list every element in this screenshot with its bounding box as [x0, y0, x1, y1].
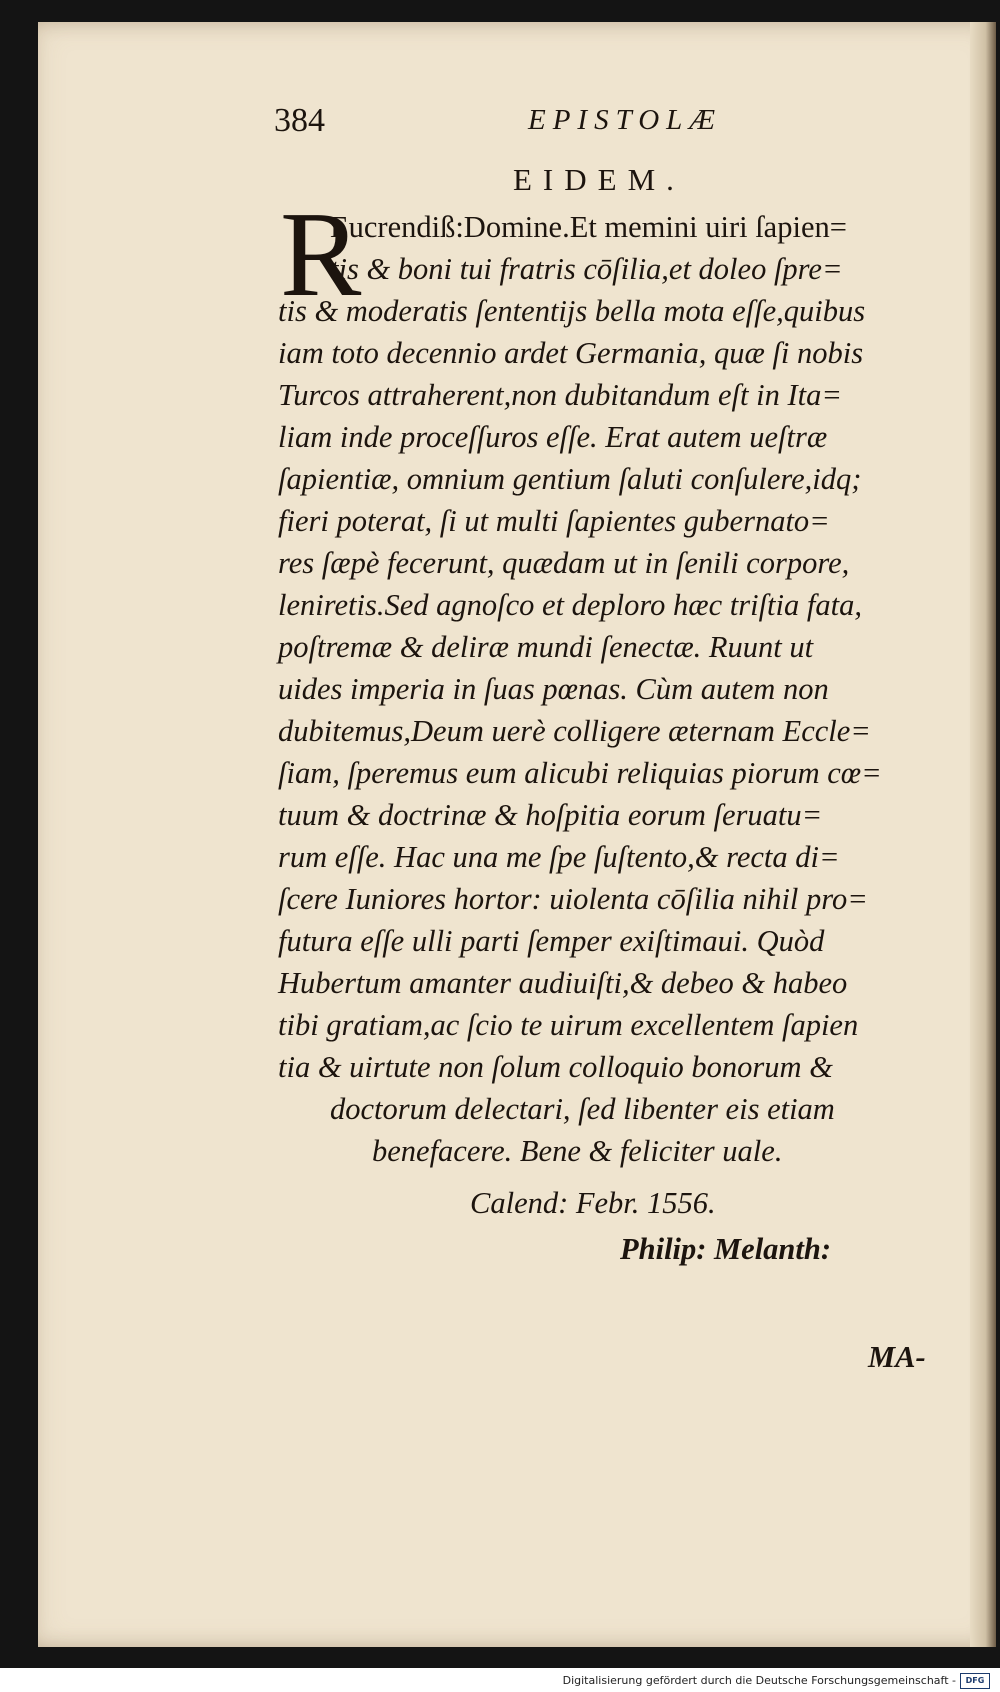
funding-credit: Digitalisierung gefördert durch die Deutsche Forschungsgemeinschaft - — [562, 1674, 956, 1687]
text-line: iam toto decennio ardet Germania, quæ ſi nobis — [278, 336, 864, 370]
text-line: ſiam, ſperemus eum alicubi reliquias piorum cœ= — [278, 756, 882, 790]
dfg-logo: DFG — [960, 1673, 990, 1689]
text-line: liam inde proceſſuros eſſe. Erat autem ueſtræ — [278, 420, 828, 454]
text-line: leniretis.Sed agnoſco et deploro hæc triſtia fata, — [278, 588, 862, 622]
book-page — [38, 22, 996, 1647]
text-line: tuum & doctrinæ & hoſpitia eorum ſeruatu= — [278, 798, 823, 832]
digitization-footer — [0, 1670, 1000, 1692]
text-line: tia & uirtute non ſolum colloquio bonorum & — [278, 1050, 833, 1084]
letter-heading: EIDEM. — [513, 162, 685, 197]
text-line: rum eſſe. Hac una me ſpe ſuſtento,& recta di= — [278, 840, 840, 874]
text-line: Hubertum amanter audiuiſti,& debeo & habeo — [278, 966, 848, 1000]
text-line: tibi gratiam,ac ſcio te uirum excellentem ſapien — [278, 1008, 859, 1042]
text-line: doctorum delectari, ſed libenter eis etiam — [330, 1092, 835, 1126]
letter-date: Calend: Febr. 1556. — [470, 1186, 716, 1220]
running-head — [38, 102, 996, 152]
letter-signature: Philip: Melanth: — [620, 1232, 831, 1266]
text-line: tis & boni tui fratris cōſilia,et doleo ſpre= — [330, 252, 843, 286]
text-line: ſcere Iuniores hortor: uiolenta cōſilia nihil pro= — [278, 882, 868, 916]
text-line: futura eſſe ulli parti ſemper exiſtimaui. Quòd — [278, 924, 825, 958]
text-line: dubitemus,Deum uerè colligere æternam Eccle= — [278, 714, 871, 748]
page-number: 384 — [274, 102, 325, 139]
page-fore-edge — [970, 22, 996, 1647]
running-title: EPISTOLÆ — [528, 104, 723, 136]
catchword: MA- — [868, 1340, 926, 1374]
text-line: uides imperia in ſuas pœnas. Cùm autem non — [278, 672, 829, 706]
text-line: poſtremæ & deliræ mundi ſenectæ. Ruunt ut — [278, 630, 814, 664]
text-line: ſapientiæ, omnium gentium ſaluti conſulere,idq; — [278, 462, 862, 496]
text-line: res ſæpè fecerunt, quædam ut in ſenili corpore, — [278, 546, 850, 580]
text-line: benefacere. Bene & feliciter uale. — [372, 1134, 783, 1168]
text-line: tis & moderatis ſententijs bella mota eſſe,quibus — [278, 294, 866, 328]
text-line: Eucrendiß:Domine.Et memini uiri ſapien= — [330, 210, 847, 244]
drop-initial: R — [280, 187, 362, 322]
text-line: fieri poterat, ſi ut multi ſapientes gubernato= — [278, 504, 830, 538]
text-line: Turcos attraherent,non dubitandum eſt in Ita= — [278, 378, 842, 412]
